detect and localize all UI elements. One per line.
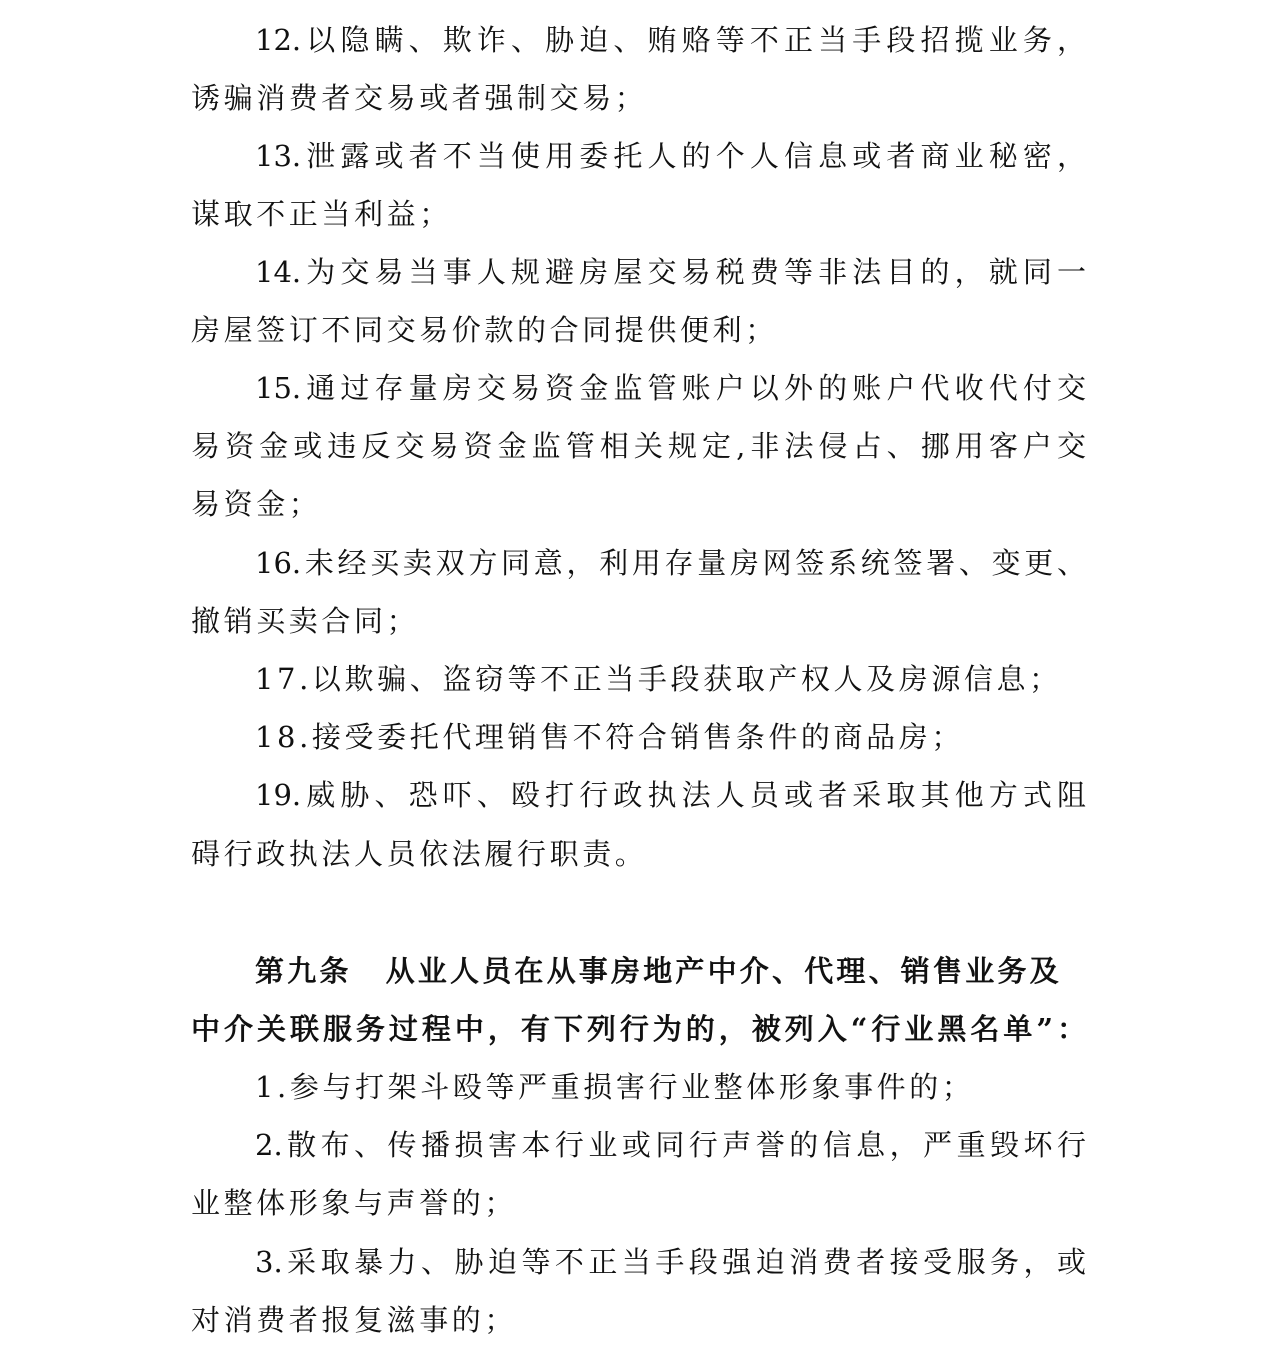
paragraph-line: 对消费者报复滋事的；	[191, 1303, 518, 1337]
paragraph-line: 诱骗消费者交易或者强制交易；	[191, 81, 648, 115]
paragraph-line: 碍行政执法人员依法履行职责。	[191, 837, 648, 871]
paragraph-line: 15.通过存量房交易资金监管账户以外的账户代收代付交	[255, 371, 1086, 405]
paragraph-line: 房屋签订不同交易价款的合同提供便利；	[191, 313, 778, 347]
paragraph-line: 13.泄露或者不当使用委托人的个人信息或者商业秘密，	[255, 139, 1086, 173]
paragraph-line: 2.散布、传播损害本行业或同行声誉的信息，严重毁坏行	[255, 1128, 1086, 1162]
paragraph-line: 18.接受委托代理销售不符合销售条件的商品房；	[255, 720, 964, 754]
paragraph-line: 14.为交易当事人规避房屋交易税费等非法目的，就同一	[255, 255, 1086, 289]
paragraph-line: 谋取不正当利益；	[191, 197, 452, 231]
paragraph-line: 易资金；	[191, 487, 322, 521]
article-heading-line	[255, 942, 1062, 1000]
paragraph-line: 17.以欺骗、盗窃等不正当手段获取产权人及房源信息；	[255, 662, 1062, 696]
paragraph-line: 16.未经买卖双方同意，利用存量房网签系统签署、变更、	[255, 546, 1086, 580]
paragraph-line: 易资金或违反交易资金监管相关规定,非法侵占、挪用客户交	[191, 429, 1086, 463]
article-number: 第九条	[255, 954, 352, 988]
paragraph-line: 1.参与打架斗殴等严重损害行业整体形象事件的；	[255, 1070, 975, 1104]
paragraph-line: 业整体形象与声誉的；	[191, 1186, 518, 1220]
paragraph-line: 19.威胁、恐吓、殴打行政执法人员或者采取其他方式阻	[255, 778, 1086, 812]
paragraph-line: 12.以隐瞒、欺诈、胁迫、贿赂等不正当手段招揽业务，	[255, 23, 1086, 57]
article-text: 从业人员在从事房地产中介、代理、销售业务及	[385, 954, 1062, 988]
paragraph-line: 3.采取暴力、胁迫等不正当手段强迫消费者接受服务，或	[255, 1245, 1086, 1279]
paragraph-line: 撤销买卖合同；	[191, 604, 420, 638]
paragraph-line: 中介关联服务过程中，有下列行为的，被列入“行业黑名单”：	[191, 1012, 1086, 1046]
